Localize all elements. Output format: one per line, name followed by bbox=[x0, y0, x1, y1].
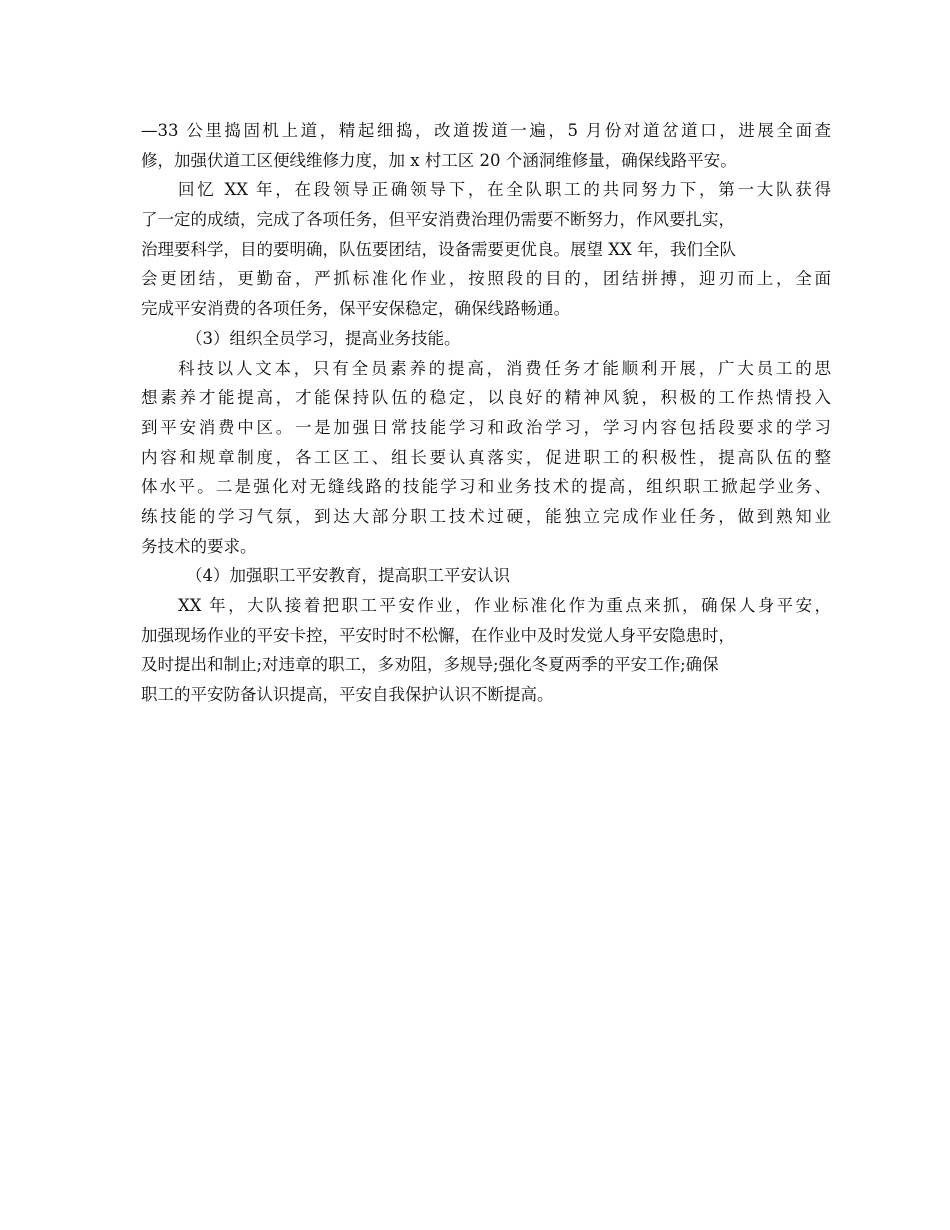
paragraph-line: —33 公里捣固机上道，精起细捣，改道拨道一遍，5 月份对道岔道口，进展全面查 bbox=[141, 121, 831, 140]
paragraph-line: 想素养才能提高，才能保持队伍的稳定，以良好的精神风貌，积极的工作热情投入 bbox=[141, 388, 831, 408]
paragraph-line: 体水平。二是强化对无缝线路的技能学习和业务技术的提高，组织职工掀起学业务、 bbox=[141, 477, 831, 497]
paragraph-line: 及时提出和制止;对违章的职工，多劝阻，多规导;强化冬夏两季的平安工作;确保 bbox=[141, 655, 719, 675]
paragraph-line: 完成平安消费的各项任务，保平安保稳定，确保线路畅通。 bbox=[141, 299, 570, 319]
paragraph-line: 科技以人文本，只有全员素养的提高，消费任务才能顺利开展，广大员工的思 bbox=[178, 358, 831, 378]
paragraph-line: 务技术的要求。 bbox=[141, 536, 257, 556]
paragraph-line: 加强现场作业的平安卡控，平安时时不松懈，在作业中及时发觉人身平安隐患时， bbox=[141, 625, 735, 645]
paragraph-line: 内容和规章制度，各工区工、组长要认真落实，促进职工的积极性，提高队伍的整 bbox=[141, 447, 831, 467]
paragraph-line: 治理要科学，目的要明确，队伍要团结，设备需要更优良。展望 XX 年，我们全队 bbox=[141, 239, 736, 259]
document-body bbox=[141, 116, 831, 710]
paragraph-line: 练技能的学习气氛，到达大部分职工技术过硬，能独立完成作业任务，做到熟知业 bbox=[141, 506, 831, 526]
section-heading: （4）加强职工平安教育，提高职工平安认识 bbox=[186, 566, 510, 586]
paragraph-line: 会更团结，更勤奋，严抓标准化作业，按照段的目的，团结拼搏，迎刃而上，全面 bbox=[141, 269, 831, 289]
paragraph-line: 职工的平安防备认识提高，平安自我保护认识不断提高。 bbox=[141, 685, 554, 705]
paragraph-line: 了一定的成绩，完成了各项任务，但平安消费治理仍需要不断努力，作风要扎实， bbox=[141, 210, 735, 230]
paragraph-line: 回忆 XX 年，在段领导正确领导下，在全队职工的共同努力下，第一大队获得 bbox=[178, 180, 831, 200]
paragraph-line: 到平安消费中区。一是加强日常技能学习和政治学习，学习内容包括段要求的学习 bbox=[141, 417, 831, 437]
paragraph-line: 修，加强伏道工区便线维修力度，加 x 村工区 20 个涵洞维修量，确保线路平安。 bbox=[141, 150, 737, 170]
section-heading: （3）组织全员学习，提高业务技能。 bbox=[186, 328, 461, 348]
paragraph-line: XX 年，大队接着把职工平安作业，作业标准化作为重点来抓，确保人身平安， bbox=[178, 596, 831, 615]
